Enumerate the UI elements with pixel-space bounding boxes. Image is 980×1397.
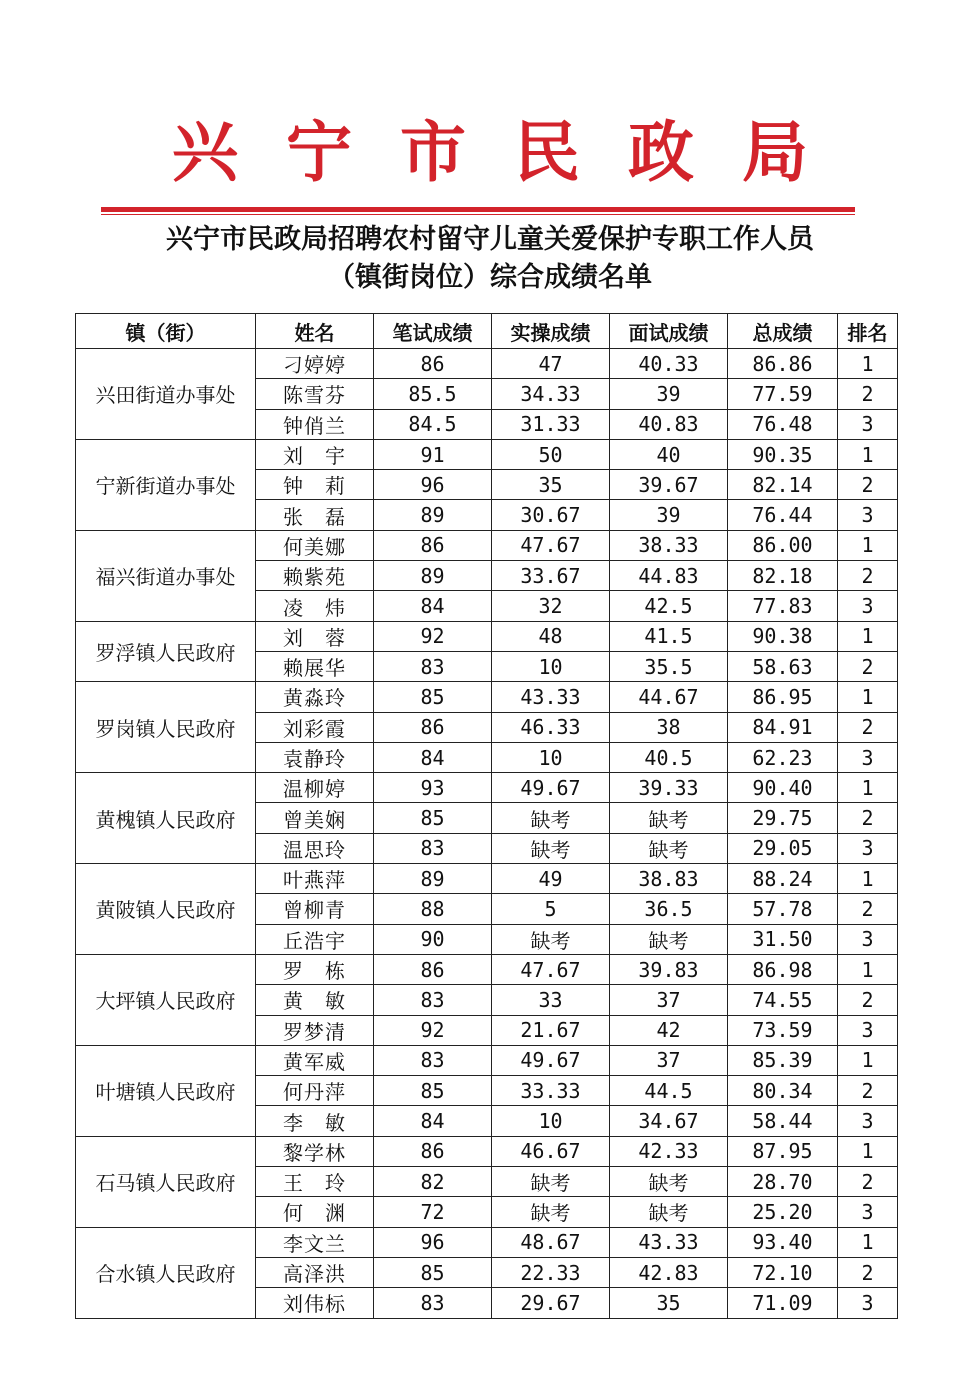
- cell-interview-score: 37: [610, 1045, 728, 1075]
- header-interview: 面试成绩: [610, 314, 728, 349]
- cell-written-score: 86: [374, 349, 492, 379]
- cell-practical-score: 33.33: [492, 1076, 610, 1106]
- cell-written-score: 72: [374, 1197, 492, 1227]
- cell-rank: 1: [838, 349, 898, 379]
- cell-total-score: 76.44: [728, 500, 838, 530]
- cell-total-score: 29.05: [728, 833, 838, 863]
- header-name: 姓名: [256, 314, 374, 349]
- cell-practical-score: 32: [492, 591, 610, 621]
- cell-name: 刘彩霞: [256, 712, 374, 742]
- cell-interview-score: 35.5: [610, 651, 728, 681]
- cell-interview-score: 40.33: [610, 349, 728, 379]
- cell-practical-score: 33: [492, 985, 610, 1015]
- cell-written-score: 82: [374, 1167, 492, 1197]
- cell-written-score: 85: [374, 1257, 492, 1287]
- cell-name: 叶燕萍: [256, 864, 374, 894]
- cell-written-score: 96: [374, 470, 492, 500]
- cell-interview-score: 36.5: [610, 894, 728, 924]
- table-row: [76, 621, 898, 651]
- cell-rank: 2: [838, 1257, 898, 1287]
- cell-practical-score: 34.33: [492, 379, 610, 409]
- cell-name: 刘 蓉: [256, 621, 374, 651]
- cell-total-score: 82.18: [728, 561, 838, 591]
- cell-rank: 3: [838, 1015, 898, 1045]
- cell-rank: 2: [838, 1076, 898, 1106]
- cell-total-score: 31.50: [728, 924, 838, 954]
- cell-written-score: 93: [374, 773, 492, 803]
- cell-name: 何 渊: [256, 1197, 374, 1227]
- cell-interview-score: 缺考: [610, 924, 728, 954]
- cell-interview-score: 缺考: [610, 1167, 728, 1197]
- header-rank: 排名: [838, 314, 898, 349]
- document-title-line2: （镇街岗位）综合成绩名单: [328, 262, 652, 293]
- cell-interview-score: 38.83: [610, 864, 728, 894]
- cell-total-score: 57.78: [728, 894, 838, 924]
- cell-practical-score: 22.33: [492, 1257, 610, 1287]
- cell-interview-score: 40: [610, 439, 728, 469]
- cell-written-score: 92: [374, 1015, 492, 1045]
- cell-written-score: 89: [374, 561, 492, 591]
- cell-name: 凌 炜: [256, 591, 374, 621]
- cell-name: 赖展华: [256, 651, 374, 681]
- cell-written-score: 89: [374, 864, 492, 894]
- cell-interview-score: 43.33: [610, 1227, 728, 1257]
- cell-unit: 石马镇人民政府: [76, 1136, 256, 1227]
- cell-practical-score: 47: [492, 349, 610, 379]
- cell-written-score: 83: [374, 833, 492, 863]
- table-row: [76, 1045, 898, 1075]
- cell-name: 丘浩宇: [256, 924, 374, 954]
- header-written: 笔试成绩: [374, 314, 492, 349]
- cell-interview-score: 39.67: [610, 470, 728, 500]
- cell-interview-score: 42: [610, 1015, 728, 1045]
- cell-name: 温柳婷: [256, 773, 374, 803]
- cell-total-score: 29.75: [728, 803, 838, 833]
- cell-name: 刁婷婷: [256, 349, 374, 379]
- cell-rank: 3: [838, 591, 898, 621]
- cell-interview-score: 42.5: [610, 591, 728, 621]
- cell-total-score: 90.38: [728, 621, 838, 651]
- cell-interview-score: 44.67: [610, 682, 728, 712]
- cell-rank: 1: [838, 1045, 898, 1075]
- cell-practical-score: 46.67: [492, 1136, 610, 1166]
- cell-practical-score: 10: [492, 1106, 610, 1136]
- cell-interview-score: 42.33: [610, 1136, 728, 1166]
- cell-unit: 黄陂镇人民政府: [76, 864, 256, 955]
- table-row: [76, 1136, 898, 1166]
- cell-rank: 2: [838, 561, 898, 591]
- cell-practical-score: 33.67: [492, 561, 610, 591]
- cell-name: 陈雪芬: [256, 379, 374, 409]
- cell-practical-score: 31.33: [492, 409, 610, 439]
- cell-practical-score: 缺考: [492, 833, 610, 863]
- cell-rank: 2: [838, 379, 898, 409]
- cell-name: 王 玲: [256, 1167, 374, 1197]
- cell-unit: 罗岗镇人民政府: [76, 682, 256, 773]
- cell-unit: 罗浮镇人民政府: [76, 621, 256, 682]
- cell-total-score: 58.44: [728, 1106, 838, 1136]
- cell-written-score: 83: [374, 1045, 492, 1075]
- cell-unit: 福兴街道办事处: [76, 530, 256, 621]
- cell-written-score: 84: [374, 742, 492, 772]
- cell-written-score: 90: [374, 924, 492, 954]
- cell-written-score: 83: [374, 651, 492, 681]
- cell-interview-score: 39: [610, 500, 728, 530]
- cell-practical-score: 缺考: [492, 1197, 610, 1227]
- cell-interview-score: 44.83: [610, 561, 728, 591]
- table-row: [76, 954, 898, 984]
- cell-written-score: 86: [374, 530, 492, 560]
- cell-name: 曾柳青: [256, 894, 374, 924]
- cell-practical-score: 29.67: [492, 1288, 610, 1318]
- cell-total-score: 84.91: [728, 712, 838, 742]
- cell-rank: 2: [838, 470, 898, 500]
- cell-rank: 1: [838, 1227, 898, 1257]
- cell-name: 刘伟标: [256, 1288, 374, 1318]
- cell-total-score: 76.48: [728, 409, 838, 439]
- letterhead-rule-thin: [101, 214, 855, 215]
- cell-total-score: 62.23: [728, 742, 838, 772]
- cell-rank: 2: [838, 894, 898, 924]
- cell-written-score: 85: [374, 1076, 492, 1106]
- cell-rank: 3: [838, 1197, 898, 1227]
- cell-name: 黄 敏: [256, 985, 374, 1015]
- cell-rank: 1: [838, 682, 898, 712]
- cell-practical-score: 50: [492, 439, 610, 469]
- cell-rank: 3: [838, 500, 898, 530]
- cell-practical-score: 30.67: [492, 500, 610, 530]
- cell-interview-score: 39.33: [610, 773, 728, 803]
- cell-interview-score: 39.83: [610, 954, 728, 984]
- cell-practical-score: 21.67: [492, 1015, 610, 1045]
- cell-rank: 1: [838, 621, 898, 651]
- cell-total-score: 77.83: [728, 591, 838, 621]
- cell-rank: 3: [838, 1288, 898, 1318]
- cell-total-score: 86.95: [728, 682, 838, 712]
- cell-written-score: 85.5: [374, 379, 492, 409]
- cell-practical-score: 缺考: [492, 924, 610, 954]
- cell-written-score: 83: [374, 1288, 492, 1318]
- cell-unit: 兴田街道办事处: [76, 349, 256, 440]
- cell-unit: 大坪镇人民政府: [76, 954, 256, 1045]
- cell-written-score: 85: [374, 803, 492, 833]
- cell-unit: 叶塘镇人民政府: [76, 1045, 256, 1136]
- letterhead-title: 兴宁市民政局: [172, 113, 856, 191]
- cell-interview-score: 缺考: [610, 1197, 728, 1227]
- cell-name: 张 磊: [256, 500, 374, 530]
- cell-total-score: 85.39: [728, 1045, 838, 1075]
- cell-written-score: 84: [374, 591, 492, 621]
- cell-rank: 1: [838, 530, 898, 560]
- cell-total-score: 72.10: [728, 1257, 838, 1287]
- cell-name: 何丹萍: [256, 1076, 374, 1106]
- cell-name: 高泽洪: [256, 1257, 374, 1287]
- cell-practical-score: 缺考: [492, 803, 610, 833]
- table-header-row: [76, 314, 898, 349]
- cell-total-score: 90.40: [728, 773, 838, 803]
- cell-interview-score: 42.83: [610, 1257, 728, 1287]
- cell-practical-score: 10: [492, 742, 610, 772]
- cell-rank: 2: [838, 712, 898, 742]
- cell-total-score: 86.98: [728, 954, 838, 984]
- cell-interview-score: 38: [610, 712, 728, 742]
- cell-written-score: 96: [374, 1227, 492, 1257]
- cell-name: 罗 栋: [256, 954, 374, 984]
- cell-written-score: 89: [374, 500, 492, 530]
- cell-name: 罗梦清: [256, 1015, 374, 1045]
- cell-total-score: 25.20: [728, 1197, 838, 1227]
- cell-interview-score: 44.5: [610, 1076, 728, 1106]
- cell-written-score: 84: [374, 1106, 492, 1136]
- cell-rank: 1: [838, 954, 898, 984]
- cell-written-score: 86: [374, 954, 492, 984]
- cell-interview-score: 39: [610, 379, 728, 409]
- cell-rank: 3: [838, 409, 898, 439]
- cell-written-score: 88: [374, 894, 492, 924]
- cell-interview-score: 38.33: [610, 530, 728, 560]
- cell-unit: 黄槐镇人民政府: [76, 773, 256, 864]
- table-row: [76, 530, 898, 560]
- cell-interview-score: 34.67: [610, 1106, 728, 1136]
- cell-name: 黄淼玲: [256, 682, 374, 712]
- table-row: [76, 864, 898, 894]
- cell-practical-score: 49.67: [492, 773, 610, 803]
- cell-written-score: 86: [374, 712, 492, 742]
- cell-practical-score: 5: [492, 894, 610, 924]
- table-row: [76, 1227, 898, 1257]
- table-row: [76, 773, 898, 803]
- cell-rank: 3: [838, 1106, 898, 1136]
- cell-interview-score: 40.5: [610, 742, 728, 772]
- cell-practical-score: 48.67: [492, 1227, 610, 1257]
- cell-total-score: 58.63: [728, 651, 838, 681]
- cell-total-score: 74.55: [728, 985, 838, 1015]
- cell-total-score: 93.40: [728, 1227, 838, 1257]
- cell-practical-score: 47.67: [492, 954, 610, 984]
- cell-interview-score: 41.5: [610, 621, 728, 651]
- cell-rank: 3: [838, 742, 898, 772]
- cell-rank: 2: [838, 985, 898, 1015]
- cell-name: 钟 莉: [256, 470, 374, 500]
- cell-total-score: 87.95: [728, 1136, 838, 1166]
- table-row: [76, 682, 898, 712]
- cell-written-score: 83: [374, 985, 492, 1015]
- cell-rank: 1: [838, 1136, 898, 1166]
- cell-practical-score: 35: [492, 470, 610, 500]
- cell-written-score: 86: [374, 1136, 492, 1166]
- cell-total-score: 71.09: [728, 1288, 838, 1318]
- cell-rank: 1: [838, 773, 898, 803]
- cell-total-score: 90.35: [728, 439, 838, 469]
- cell-written-score: 84.5: [374, 409, 492, 439]
- cell-practical-score: 10: [492, 651, 610, 681]
- cell-practical-score: 46.33: [492, 712, 610, 742]
- table-row: [76, 349, 898, 379]
- cell-written-score: 92: [374, 621, 492, 651]
- cell-name: 黄军威: [256, 1045, 374, 1075]
- cell-interview-score: 40.83: [610, 409, 728, 439]
- cell-written-score: 85: [374, 682, 492, 712]
- cell-unit: 合水镇人民政府: [76, 1227, 256, 1318]
- cell-total-score: 80.34: [728, 1076, 838, 1106]
- cell-name: 李 敏: [256, 1106, 374, 1136]
- cell-total-score: 77.59: [728, 379, 838, 409]
- cell-name: 何美娜: [256, 530, 374, 560]
- cell-interview-score: 35: [610, 1288, 728, 1318]
- cell-practical-score: 43.33: [492, 682, 610, 712]
- cell-rank: 3: [838, 833, 898, 863]
- cell-rank: 1: [838, 439, 898, 469]
- cell-name: 刘 宇: [256, 439, 374, 469]
- cell-practical-score: 47.67: [492, 530, 610, 560]
- cell-name: 钟俏兰: [256, 409, 374, 439]
- cell-practical-score: 缺考: [492, 1167, 610, 1197]
- cell-total-score: 73.59: [728, 1015, 838, 1045]
- cell-name: 黎学林: [256, 1136, 374, 1166]
- cell-name: 李文兰: [256, 1227, 374, 1257]
- cell-total-score: 86.00: [728, 530, 838, 560]
- cell-name: 曾美娴: [256, 803, 374, 833]
- table-row: [76, 439, 898, 469]
- cell-total-score: 82.14: [728, 470, 838, 500]
- cell-rank: 2: [838, 803, 898, 833]
- cell-name: 袁静玲: [256, 742, 374, 772]
- cell-unit: 宁新街道办事处: [76, 439, 256, 530]
- header-total: 总成绩: [728, 314, 838, 349]
- cell-written-score: 91: [374, 439, 492, 469]
- cell-rank: 1: [838, 864, 898, 894]
- cell-practical-score: 48: [492, 621, 610, 651]
- cell-practical-score: 49: [492, 864, 610, 894]
- cell-rank: 3: [838, 924, 898, 954]
- header-practical: 实操成绩: [492, 314, 610, 349]
- cell-name: 赖紫苑: [256, 561, 374, 591]
- table-body: [76, 349, 898, 1319]
- cell-practical-score: 49.67: [492, 1045, 610, 1075]
- cell-rank: 2: [838, 1167, 898, 1197]
- cell-total-score: 86.86: [728, 349, 838, 379]
- cell-total-score: 28.70: [728, 1167, 838, 1197]
- cell-interview-score: 缺考: [610, 803, 728, 833]
- header-unit: 镇（街）: [76, 314, 256, 349]
- letterhead-rule-thick: [101, 207, 855, 212]
- cell-total-score: 88.24: [728, 864, 838, 894]
- cell-rank: 2: [838, 651, 898, 681]
- cell-name: 温思玲: [256, 833, 374, 863]
- cell-interview-score: 缺考: [610, 833, 728, 863]
- document-title-line1: 兴宁市民政局招聘农村留守儿童关爱保护专职工作人员: [166, 224, 814, 255]
- cell-interview-score: 37: [610, 985, 728, 1015]
- score-table: [75, 313, 898, 1319]
